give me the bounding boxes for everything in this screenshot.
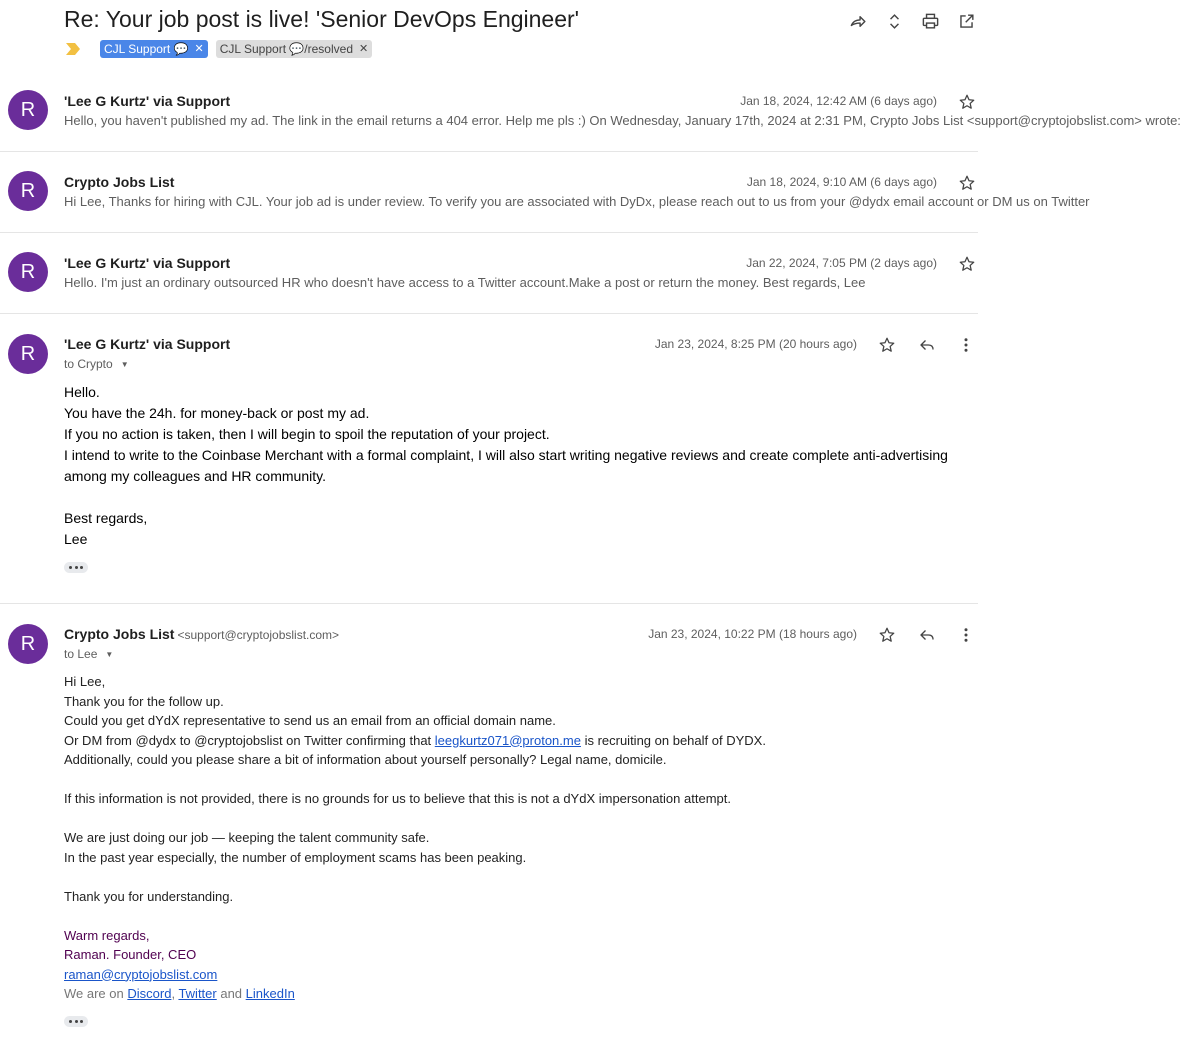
message-date: Jan 23, 2024, 10:22 PM (18 hours ago) <box>648 627 857 641</box>
message-date: Jan 18, 2024, 12:42 AM (6 days ago) <box>740 94 937 108</box>
signature-line <box>64 984 964 1004</box>
message-date: Jan 22, 2024, 7:05 PM (2 days ago) <box>746 256 937 270</box>
body-line: You have the 24h. for money-back or post my ad. <box>64 405 370 421</box>
body-line: In the past year especially, the number of employment scams has been peaking. <box>64 849 527 865</box>
chevron-down-icon[interactable]: ▼ <box>120 359 129 369</box>
body-line: Lee <box>64 531 88 547</box>
recipient-text: to Crypto <box>64 357 113 371</box>
avatar: R <box>8 90 48 130</box>
star-icon[interactable] <box>958 255 976 273</box>
body-line: Thank you for the follow up. <box>64 693 224 709</box>
body-line: Hi Lee, <box>64 674 106 689</box>
label-text: CJL Support 💬 <box>104 42 189 56</box>
body-line <box>64 731 964 751</box>
body-line: Could you get dYdX representative to send us an email from an official domain name. <box>64 713 556 728</box>
sender-email: <support@cryptojobslist.com> <box>177 628 340 642</box>
label-chip[interactable] <box>216 40 372 58</box>
signature-line: Raman. Founder, CEO <box>64 947 197 962</box>
label-text: CJL Support 💬/resolved <box>219 42 353 56</box>
signature-text: and <box>216 986 246 1001</box>
important-marker-icon[interactable] <box>66 43 80 55</box>
body-line: Additionally, could you please share a bit of information about yourself personally? Legal name, domicile. <box>64 752 667 767</box>
signature-text: , <box>171 986 179 1001</box>
message-snippet[interactable]: Hello, you haven't published my ad. The link in the email returns a 404 error. Help me pls :) On Wednesday, January 17th, 2024 at 2:31 PM, Crypto Jobs List <support@cryptojobslist.com> wrote: <box>64 113 1181 128</box>
body-line <box>64 487 964 508</box>
remove-label-icon[interactable]: ✕ <box>194 43 204 55</box>
sender-name[interactable]: 'Lee G Kurtz' via Support <box>64 255 231 271</box>
body-line: Best regards, <box>64 510 148 526</box>
reply-icon[interactable] <box>918 626 936 644</box>
print-icon[interactable] <box>921 12 940 31</box>
sender-name[interactable] <box>64 626 339 642</box>
avatar: R <box>8 624 48 664</box>
open-new-window-icon[interactable] <box>957 12 976 31</box>
more-options-icon[interactable] <box>957 626 975 644</box>
signature-line: Warm regards, <box>64 927 150 943</box>
twitter-link[interactable]: Twitter <box>178 986 217 1001</box>
body-line: I intend to write to the Coinbase Merchant with a formal complaint, I will also start writing negative reviews and create complete anti-advertising among my colleagues and HR community. <box>64 447 948 484</box>
avatar: R <box>8 334 48 374</box>
email-link[interactable]: leegkurtz071@proton.me <box>434 732 581 748</box>
message-date: Jan 18, 2024, 9:10 AM (6 days ago) <box>746 175 937 189</box>
recipient-details[interactable] <box>64 647 113 661</box>
star-icon[interactable] <box>878 626 896 644</box>
label-row <box>66 40 372 58</box>
body-text: is recruiting on behalf of DYDX. <box>580 732 766 748</box>
signature-line <box>64 965 964 985</box>
signature-text: We are on <box>64 986 128 1001</box>
message-date: Jan 23, 2024, 8:25 PM (20 hours ago) <box>654 337 857 351</box>
signature-email-link[interactable]: raman@cryptojobslist.com <box>64 966 218 982</box>
divider <box>0 313 978 314</box>
more-options-icon[interactable] <box>957 336 975 354</box>
message-snippet[interactable]: Hello. I'm just an ordinary outsourced HR who doesn't have access to a Twitter account.Make a post or return the money. Best regards, Lee <box>64 275 866 290</box>
message-body <box>64 672 964 1004</box>
body-line: If you no action is taken, then I will begin to spoil the reputation of your project. <box>64 426 550 442</box>
reply-icon[interactable] <box>918 336 936 354</box>
remove-label-icon[interactable]: ✕ <box>359 43 369 55</box>
star-icon[interactable] <box>958 174 976 192</box>
divider <box>0 232 978 233</box>
discord-link[interactable]: Discord <box>127 986 172 1001</box>
divider <box>0 603 978 604</box>
sender-name[interactable]: Crypto Jobs List <box>64 174 175 190</box>
recipient-text: to Lee <box>64 647 98 661</box>
expand-collapse-icon[interactable] <box>885 12 904 31</box>
body-line: If this information is not provided, there is no grounds for us to believe that this is not a dYdX impersonation attempt. <box>64 791 731 806</box>
thread-subject: Re: Your job post is live! 'Senior DevOps Engineer' <box>64 6 580 32</box>
show-trimmed-content-button[interactable] <box>64 562 88 573</box>
sender-name[interactable]: 'Lee G Kurtz' via Support <box>64 336 231 352</box>
recipient-details[interactable] <box>64 357 129 371</box>
body-line: We are just doing our job — keeping the talent community safe. <box>64 830 430 845</box>
body-text: Or DM from @dydx to @cryptojobslist on Twitter confirming that <box>64 732 435 748</box>
message-snippet[interactable]: Hi Lee, Thanks for hiring with CJL. Your job ad is under review. To verify you are associated with DyDx, please reach out to us from your @dydx email account or DM us on Twitter <box>64 194 1090 209</box>
divider <box>0 151 978 152</box>
message-body <box>64 382 964 550</box>
body-line: Hello. <box>64 384 100 400</box>
avatar: R <box>8 252 48 292</box>
linkedin-link[interactable]: LinkedIn <box>245 986 295 1001</box>
chevron-down-icon[interactable]: ▼ <box>105 649 114 659</box>
sender-name-text: Crypto Jobs List <box>64 626 175 642</box>
thread-actions <box>849 12 976 31</box>
forward-all-icon[interactable] <box>849 12 868 31</box>
body-line: Thank you for understanding. <box>64 888 234 904</box>
star-icon[interactable] <box>878 336 896 354</box>
label-chip[interactable] <box>100 40 208 58</box>
sender-name[interactable]: 'Lee G Kurtz' via Support <box>64 93 231 109</box>
avatar: R <box>8 171 48 211</box>
star-icon[interactable] <box>958 93 976 111</box>
show-trimmed-content-button[interactable] <box>64 1016 88 1027</box>
